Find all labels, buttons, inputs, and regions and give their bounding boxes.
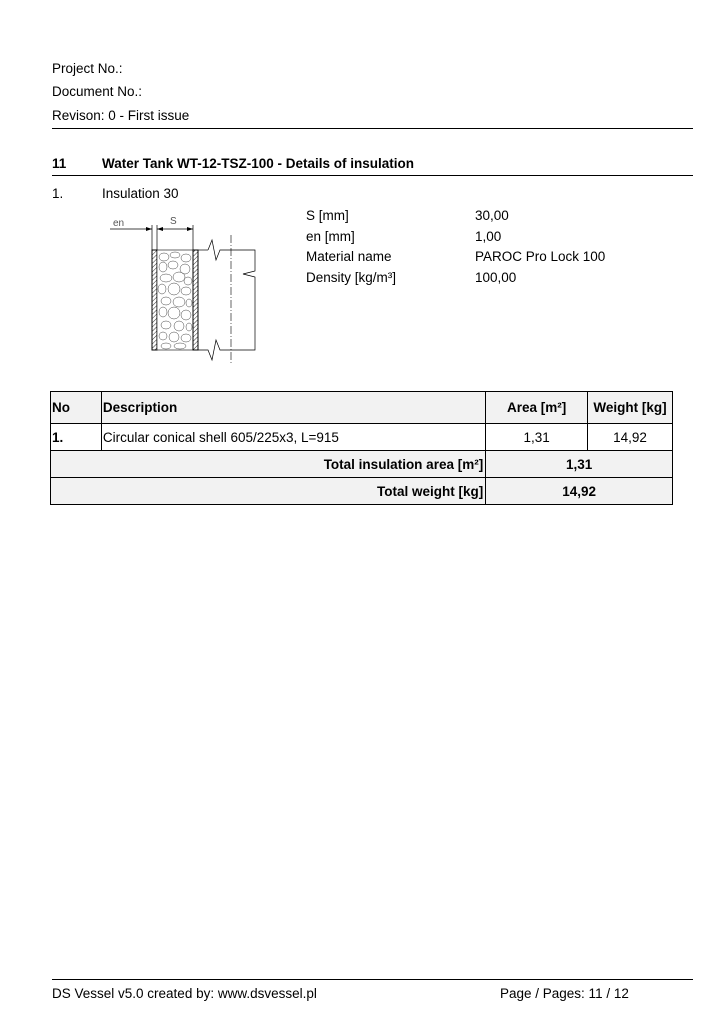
total-area-value: 1,31 (486, 451, 673, 478)
total-weight-row (51, 478, 673, 505)
svg-text:en: en (113, 218, 125, 229)
table-header-row (51, 392, 673, 424)
total-weight-value: 14,92 (486, 478, 673, 505)
footer-credit: DS Vessel v5.0 created by: www.dsvessel.pl (52, 986, 317, 1001)
property-label: Density [kg/m³] (306, 269, 397, 285)
table-row (51, 424, 673, 451)
property-value: PAROC Pro Lock 100 (475, 249, 606, 264)
header-no: No (51, 392, 102, 424)
section-divider (52, 175, 693, 176)
cell-weight: 14,92 (588, 424, 673, 451)
item-number: 1. (52, 186, 64, 201)
header-area: Area [m²] (486, 392, 588, 424)
insulation-table (50, 391, 673, 505)
cell-area: 1,31 (486, 424, 588, 451)
property-label: Material name (306, 249, 392, 264)
document-no: Document No.: (52, 84, 143, 99)
total-area-row (51, 451, 673, 478)
project-no: Project No.: (52, 61, 123, 76)
footer-divider (52, 979, 693, 980)
section-title: Water Tank WT-12-TSZ-100 - Details of insulation (102, 156, 415, 171)
property-value: 100,00 (475, 269, 517, 285)
insulation-section-icon (100, 205, 280, 375)
property-value: 30,00 (475, 208, 509, 223)
header-divider (52, 128, 693, 129)
header-weight: Weight [kg] (588, 392, 673, 424)
svg-text:S: S (170, 216, 177, 227)
total-weight-label: Total weight [kg] (51, 478, 486, 505)
page-indicator: Page / Pages: 11 / 12 (500, 986, 629, 1001)
property-value: 1,00 (475, 228, 502, 244)
cell-no: 1. (51, 424, 102, 451)
item-title: Insulation 30 (102, 186, 179, 201)
property-label: en [mm] (306, 228, 355, 244)
revision: Revison: 0 - First issue (52, 108, 190, 123)
header-description: Description (101, 392, 485, 424)
total-area-label: Total insulation area [m²] (51, 451, 486, 478)
section-number: 11 (52, 156, 67, 171)
cell-description: Circular conical shell 605/225x3, L=915 (101, 424, 485, 451)
property-label: S [mm] (306, 208, 349, 223)
